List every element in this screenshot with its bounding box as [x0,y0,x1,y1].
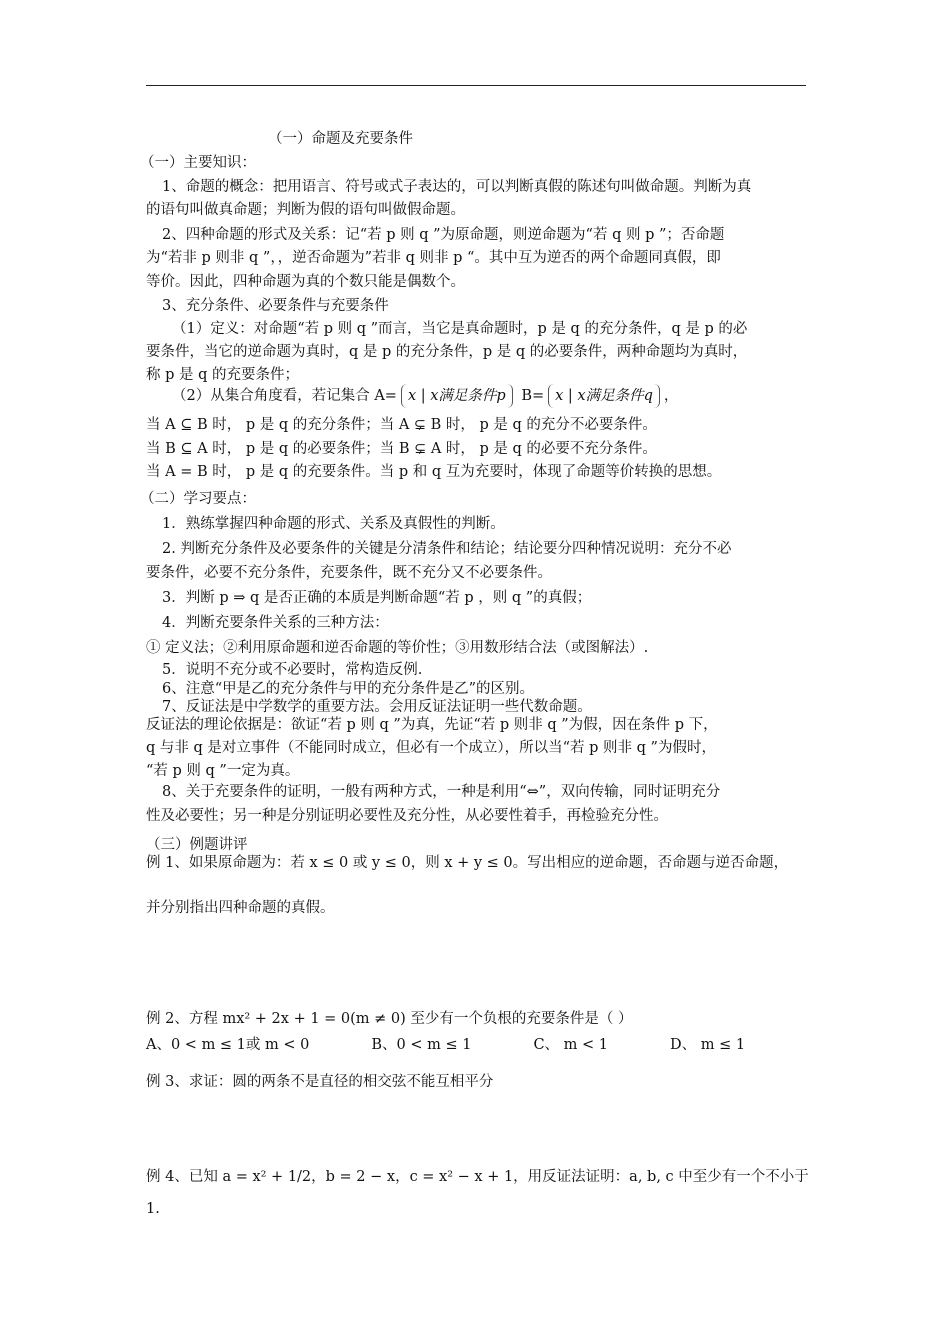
section2-item-4: 4．判断充要条件关系的三种方法： [162,615,389,631]
example-4-line2: 1. [146,1201,160,1217]
section2-heading: （二）学习要点： [140,491,256,507]
section1-p2-line3: 等价。因此，四种命题为真的个数只能是偶数个。 [146,274,465,290]
section2-item-2-cont: 要条件，必要不充分条件，充要条件，既不充分又不必要条件。 [146,565,552,581]
option-d: D、 m ≤ 1 [670,1037,746,1053]
set-prefix: （2）从集合角度看，若记集合 A= [172,388,397,404]
option-a: A、0 < m ≤ 1或 m < 0 [146,1037,310,1053]
section2-item-3: 3．判断 p ⇒ q 是否正确的本质是判断命题“若 p ，则 q ”的真假； [162,590,592,606]
section2-item-6: 6、注意“甲是乙的充分条件与甲的充分条件是乙”的区别。 [162,681,535,697]
section1-p3-def-line2: 要条件，当它的逆命题为真时，q 是 p 的充分条件，p 是 q 的必要条件，两种命题均为真时， [146,344,748,360]
set-definition-line [172,384,836,408]
subset-case-3: 当 A = B 时， p 是 q 的充要条件。当 p 和 q 互为充要时，体现了命题等价转换的思想。 [146,464,722,480]
set-suffix: ， [663,388,679,404]
section2-item-7: 7、反证法是中学数学的重要方法。会用反证法证明一些代数命题。 [162,699,592,715]
option-c: C、 m < 1 [533,1037,608,1053]
section1-p2-line1: 2、四种命题的形式及关系：记“若 p 则 q ”为原命题，则逆命题为“若 q 则 p ”；否命题 [162,227,725,243]
subset-case-1: 当 A ⊆ B 时， p 是 q 的充分条件；当 A ⊊ B 时， p 是 q 的充分不必要条件。 [146,417,657,433]
section2-item-7-basis-2: q 与非 q 是对立事件（不能同时成立，但必有一个成立），所以当“若 p 则非 q ”为假时， [146,740,716,756]
example-1-line2: 并分别指出四种命题的真假。 [146,900,335,916]
example-1-line1: 例 1、如果原命题为：若 x ≤ 0 或 y ≤ 0，则 x + y ≤ 0。写出相应的逆命题，否命题与逆否命题， [146,855,789,871]
section2-item-2: 2. 判断充分条件及必要条件的关键是分清条件和结论；结论要分四种情况说明：充分不必 [162,541,732,557]
example-2: 例 2、方程 mx² + 2x + 1 = 0(m ≠ 0) 至少有一个负根的充要条件是（ ） [146,1011,633,1027]
set-a: x | x满足条件p [401,384,513,408]
section3-heading: （三）例题讲评 [146,837,248,853]
section1-p1-line2: 的语句叫做真命题；判断为假的语句叫做假命题。 [146,202,465,218]
section1-p3-def-line1: （1）定义：对命题“若 p 则 q ”而言，当它是真命题时，p 是 q 的充分条件，q 是 p 的必 [172,321,748,337]
section2-item-5: 5．说明不充分或不必要时，常构造反例. [162,662,423,678]
section2-methods: ① 定义法；②利用原命题和逆否命题的等价性；③用数形结合法（或图解法）. [146,640,649,656]
set-b: x | x满足条件q [548,384,660,408]
section1-p3-def-line3: 称 p 是 q 的充要条件； [146,367,299,383]
example-3: 例 3、求证：圆的两条不是直径的相交弦不能互相平分 [146,1074,494,1090]
section1-p2-line2: 为“若非 p 则非 q ”，，逆否命题为”若非 q 则非 p “。其中互为逆否的两个命题同真假，即 [146,250,721,266]
subset-case-2: 当 B ⊆ A 时， p 是 q 的必要条件；当 B ⊊ A 时， p 是 q 的必要不充分条件。 [146,441,657,457]
set-mid: B= [521,388,545,404]
section2-item-7-basis-1: 反证法的理论依据是：欲证“若 p 则 q ”为真，先证“若 p 则非 q ”为假，因在条件 p 下， [146,717,718,733]
section1-p1-line1: 1、命题的概念：把用语言、符号或式子表达的，可以判断真假的陈述句叫做命题。判断为真 [162,179,752,195]
section2-item-8: 8、关于充要条件的证明，一般有两种方式，一种是利用“⇔”，双向传输，同时证明充分 [162,784,721,800]
option-b: B、0 < m ≤ 1 [371,1037,472,1053]
example-2-options [146,1034,810,1056]
section1-p3-heading: 3、充分条件、必要条件与充要条件 [162,298,389,314]
header-rule [146,85,806,86]
example-4-line1: 例 4、已知 a = x² + 1/2，b = 2 − x，c = x² − x + 1，用反证法证明：a, b, c 中至少有一个不小于 [146,1169,809,1185]
section1-heading: （一）主要知识： [140,155,256,171]
page-title: （一）命题及充要条件 [268,131,413,147]
section2-item-1: 1．熟练掌握四种命题的形式、关系及真假性的判断。 [162,516,505,532]
section2-item-7-basis-3: “若 p 则 q ”一定为真。 [146,763,300,779]
section2-item-8-cont: 性及必要性；另一种是分别证明必要性及充分性，从必要性着手，再检验充分性。 [146,808,668,824]
